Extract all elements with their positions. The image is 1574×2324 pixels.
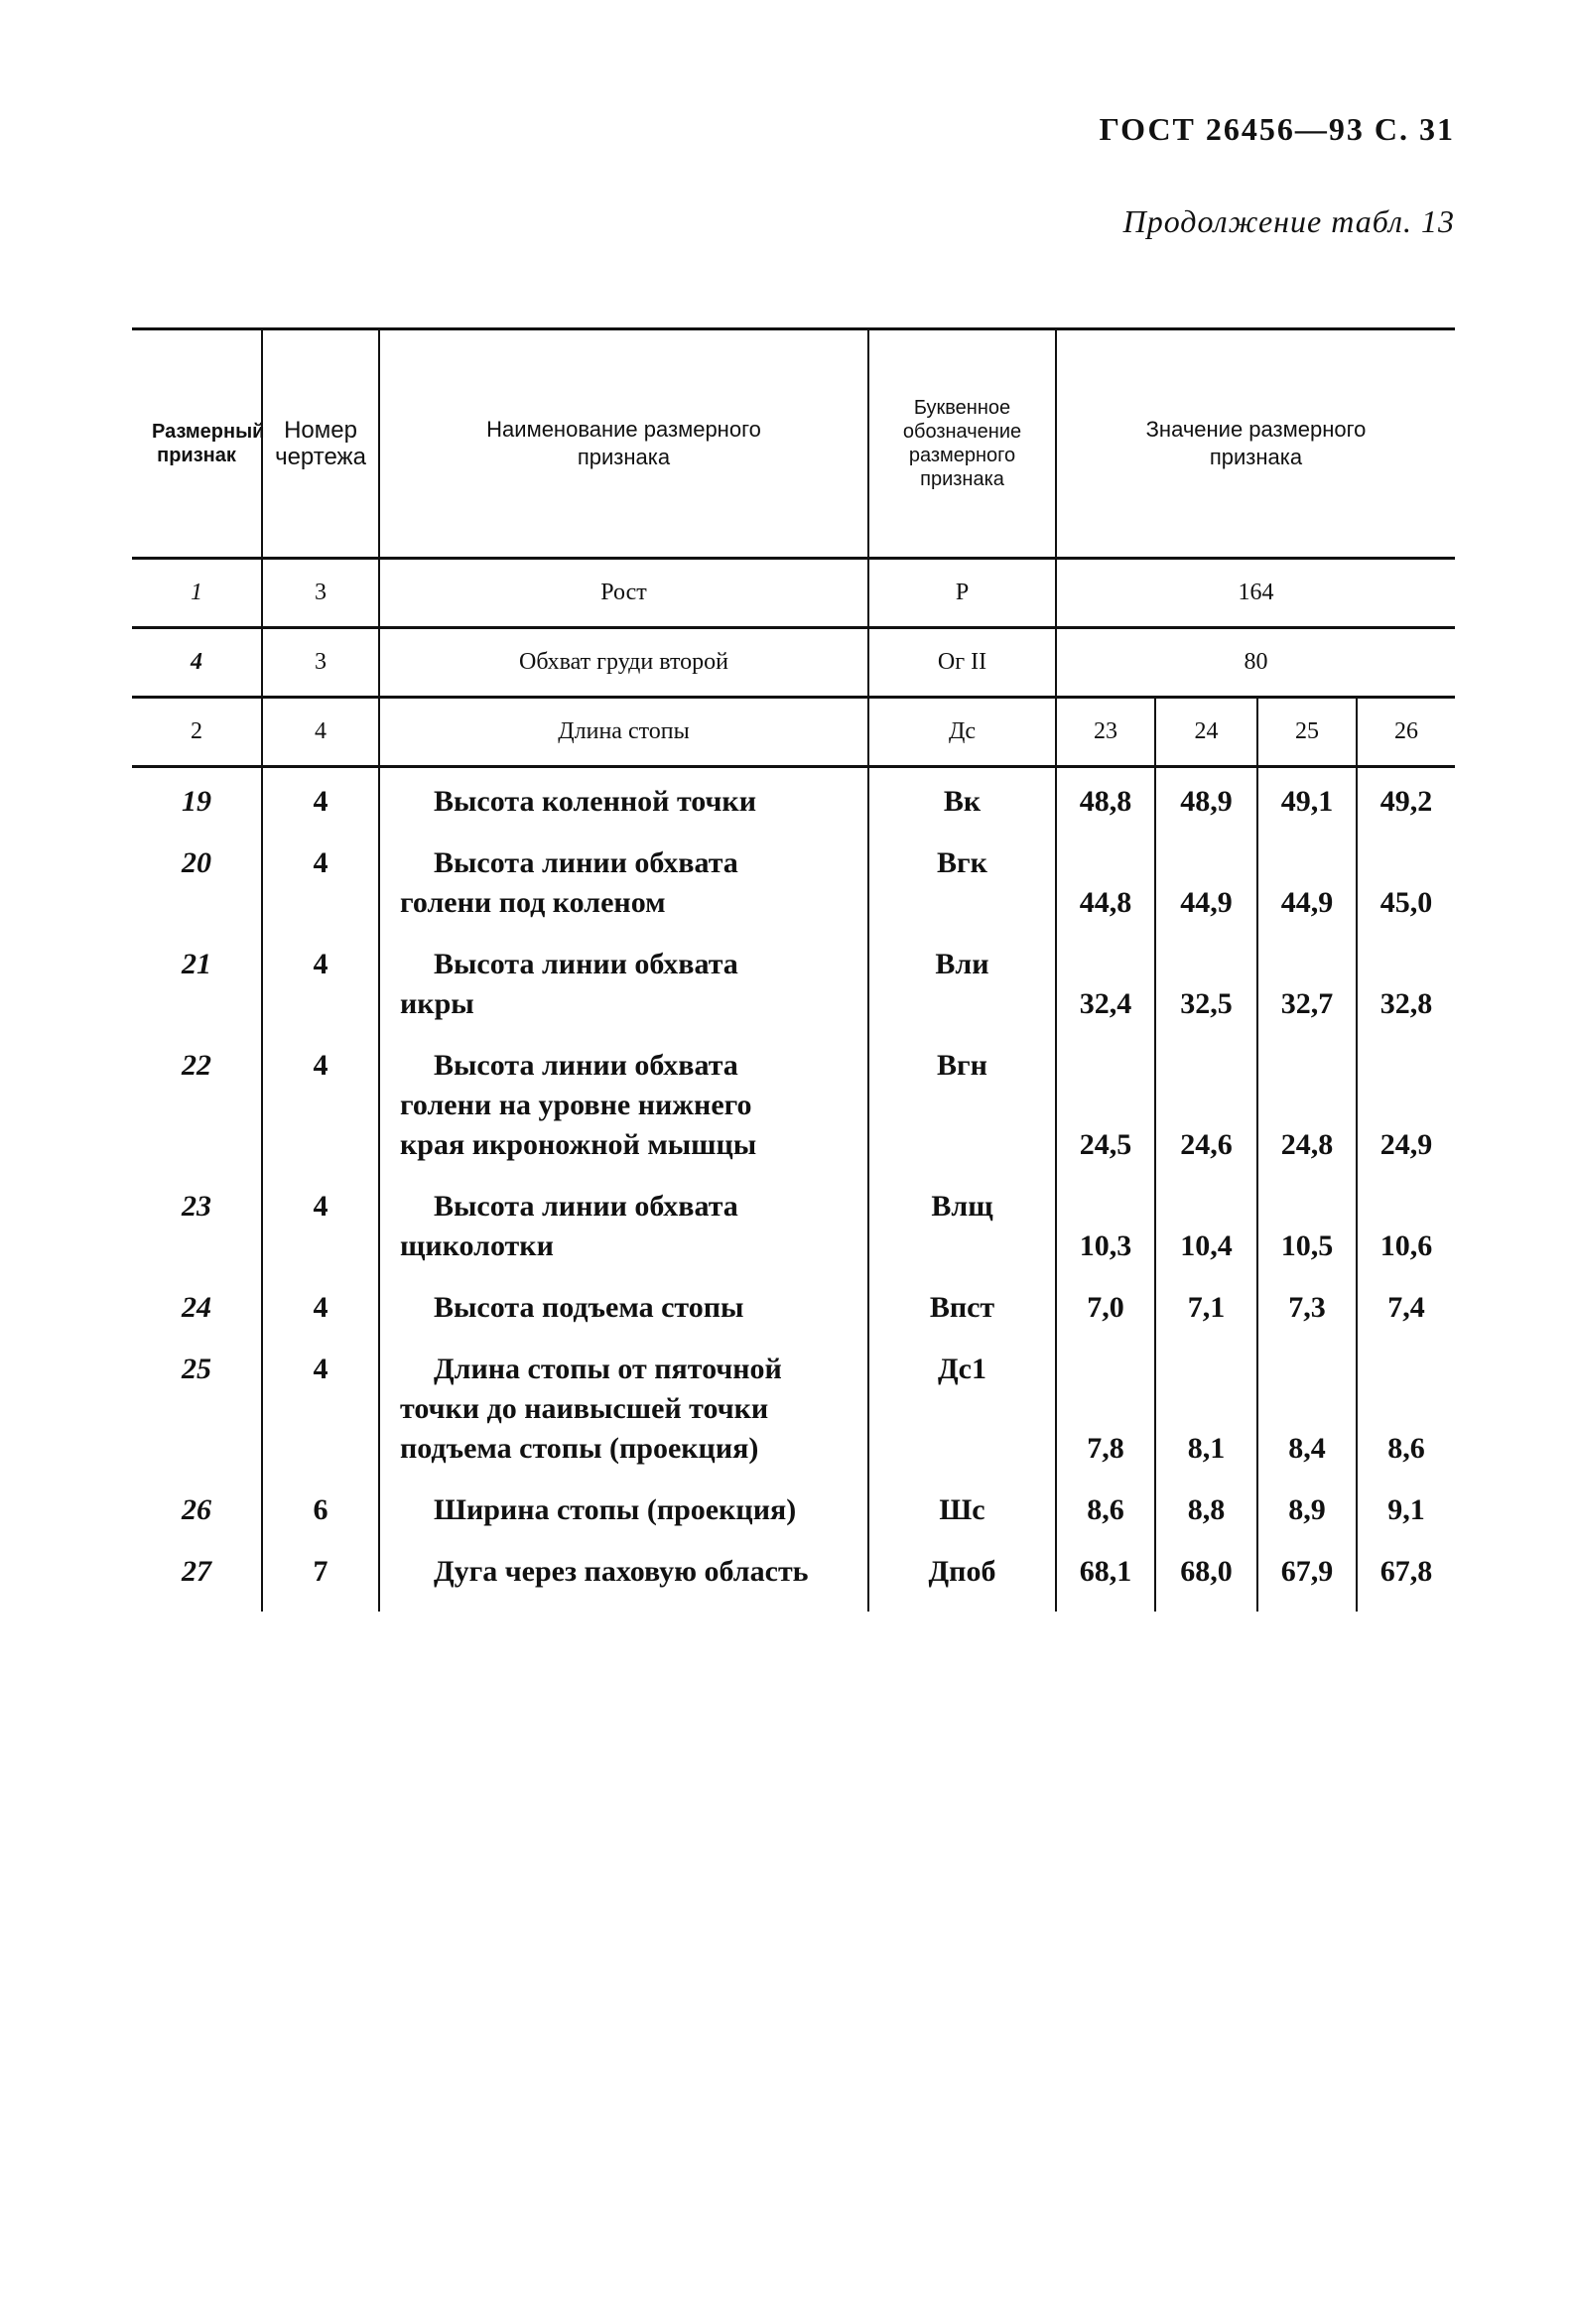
value-cell: 48,8: [1056, 767, 1155, 833]
value-cell: 44,9: [1155, 832, 1257, 933]
name-cell: Обхват груди второй: [379, 628, 868, 698]
value-cell: 67,9: [1257, 1540, 1357, 1612]
code-cell: Впст: [868, 1276, 1056, 1338]
value-cell: 68,1: [1056, 1540, 1155, 1612]
sign-cell: 19: [132, 767, 262, 833]
name-cell: Рост: [379, 559, 868, 628]
size-cell: 26: [1357, 698, 1455, 767]
size-row-foot-length: [132, 698, 1455, 767]
sign-cell: 23: [132, 1175, 262, 1276]
sign-cell: 22: [132, 1034, 262, 1175]
header-sign: Размерный признак: [132, 329, 262, 559]
drawing-cell: 4: [262, 1175, 379, 1276]
name-cell: Дуга через паховую область: [379, 1540, 868, 1612]
value-cell: 48,9: [1155, 767, 1257, 833]
value-cell: 7,1: [1155, 1276, 1257, 1338]
sign-cell: 21: [132, 933, 262, 1034]
code-cell: Дс1: [868, 1338, 1056, 1479]
size-cell: 25: [1257, 698, 1357, 767]
code-cell: Дс: [868, 698, 1056, 767]
code-cell: Вк: [868, 767, 1056, 833]
value-cell: 8,1: [1155, 1338, 1257, 1479]
value-cell: 10,5: [1257, 1175, 1357, 1276]
table-row: [132, 1540, 1455, 1612]
sign-cell: 4: [132, 628, 262, 698]
header-drawing: Номер чертежа: [262, 329, 379, 559]
value-cell: 49,2: [1357, 767, 1455, 833]
name-cell: Длина стопы от пяточной точки до наивысшей точки подъема стопы (проекция): [379, 1338, 868, 1479]
measurements-table: [132, 327, 1455, 1612]
fixed-row-height: [132, 559, 1455, 628]
sign-cell: 24: [132, 1276, 262, 1338]
value-cell: 67,8: [1357, 1540, 1455, 1612]
drawing-cell: 4: [262, 832, 379, 933]
name-cell: Высота линии обхвата голени под коленом: [379, 832, 868, 933]
value-cell: 24,6: [1155, 1034, 1257, 1175]
drawing-cell: 4: [262, 698, 379, 767]
name-cell: Высота линии обхвата щиколотки: [379, 1175, 868, 1276]
value-cell: 32,7: [1257, 933, 1357, 1034]
drawing-cell: 6: [262, 1479, 379, 1540]
table-row: [132, 1175, 1455, 1276]
value-cell: 10,6: [1357, 1175, 1455, 1276]
page-reference: ГОСТ 26456—93 С. 31: [1099, 111, 1455, 147]
value-cell: 164: [1056, 559, 1455, 628]
table-row: [132, 1276, 1455, 1338]
size-cell: 23: [1056, 698, 1155, 767]
sign-cell: 25: [132, 1338, 262, 1479]
value-cell: 24,8: [1257, 1034, 1357, 1175]
value-cell: 8,8: [1155, 1479, 1257, 1540]
value-cell: 32,4: [1056, 933, 1155, 1034]
code-cell: Ог II: [868, 628, 1056, 698]
value-cell: 45,0: [1357, 832, 1455, 933]
sign-cell: 1: [132, 559, 262, 628]
sign-cell: 2: [132, 698, 262, 767]
header-code: Буквенное обозначение размерного признака: [868, 329, 1056, 559]
name-cell: Длина стопы: [379, 698, 868, 767]
header-name: Наименование размерного признака: [379, 329, 868, 559]
code-cell: Дпоб: [868, 1540, 1056, 1612]
value-cell: 9,1: [1357, 1479, 1455, 1540]
value-cell: 68,0: [1155, 1540, 1257, 1612]
drawing-cell: 4: [262, 1034, 379, 1175]
value-cell: 8,4: [1257, 1338, 1357, 1479]
value-cell: 24,5: [1056, 1034, 1155, 1175]
code-cell: Вгн: [868, 1034, 1056, 1175]
drawing-cell: 4: [262, 1338, 379, 1479]
value-cell: 32,5: [1155, 933, 1257, 1034]
value-cell: 8,6: [1056, 1479, 1155, 1540]
table-row: [132, 1338, 1455, 1479]
table-row: [132, 933, 1455, 1034]
drawing-cell: 4: [262, 767, 379, 833]
table-row: [132, 1034, 1455, 1175]
value-cell: 32,8: [1357, 933, 1455, 1034]
table-row: [132, 767, 1455, 833]
fixed-row-chest: [132, 628, 1455, 698]
value-cell: 8,9: [1257, 1479, 1357, 1540]
value-cell: 10,4: [1155, 1175, 1257, 1276]
drawing-cell: 4: [262, 1276, 379, 1338]
value-cell: 7,4: [1357, 1276, 1455, 1338]
code-cell: Влщ: [868, 1175, 1056, 1276]
name-cell: Высота коленной точки: [379, 767, 868, 833]
name-cell: Высота линии обхвата голени на уровне нижнего края икроножной мышцы: [379, 1034, 868, 1175]
code-cell: Вли: [868, 933, 1056, 1034]
value-cell: 80: [1056, 628, 1455, 698]
value-cell: 7,0: [1056, 1276, 1155, 1338]
code-cell: Шс: [868, 1479, 1056, 1540]
header-value: Значение размерного признака: [1056, 329, 1455, 559]
drawing-cell: 4: [262, 933, 379, 1034]
value-cell: 7,8: [1056, 1338, 1155, 1479]
size-cell: 24: [1155, 698, 1257, 767]
drawing-cell: 3: [262, 559, 379, 628]
name-cell: Ширина стопы (проекция): [379, 1479, 868, 1540]
code-cell: Вгк: [868, 832, 1056, 933]
sign-cell: 27: [132, 1540, 262, 1612]
value-cell: 24,9: [1357, 1034, 1455, 1175]
name-cell: Высота линии обхвата икры: [379, 933, 868, 1034]
table-row: [132, 1479, 1455, 1540]
table-header-row: [132, 329, 1455, 559]
sign-cell: 20: [132, 832, 262, 933]
value-cell: 8,6: [1357, 1338, 1455, 1479]
drawing-cell: 3: [262, 628, 379, 698]
code-cell: Р: [868, 559, 1056, 628]
value-cell: 49,1: [1257, 767, 1357, 833]
drawing-cell: 7: [262, 1540, 379, 1612]
name-cell: Высота подъема стопы: [379, 1276, 868, 1338]
value-cell: 10,3: [1056, 1175, 1155, 1276]
table-row: [132, 832, 1455, 933]
value-cell: 44,8: [1056, 832, 1155, 933]
value-cell: 7,3: [1257, 1276, 1357, 1338]
value-cell: 44,9: [1257, 832, 1357, 933]
table-continuation-caption: Продолжение табл. 13: [1122, 203, 1455, 239]
sign-cell: 26: [132, 1479, 262, 1540]
